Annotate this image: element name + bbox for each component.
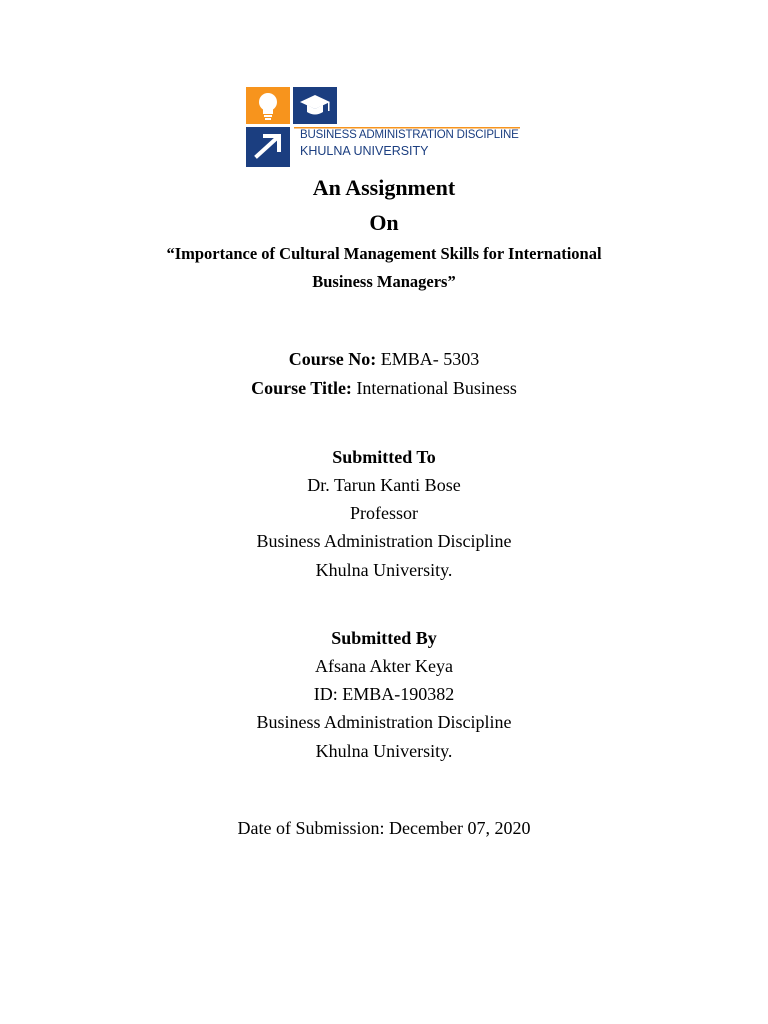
submitted-to-university: Khulna University. bbox=[315, 560, 453, 580]
course-title-value: International Business bbox=[351, 378, 517, 398]
course-no bbox=[0, 350, 768, 368]
submitted-by-department: Business Administration Discipline bbox=[256, 712, 512, 732]
university-logo bbox=[246, 87, 526, 167]
topic-line-1: “Importance of Cultural Management Skills for International bbox=[166, 244, 602, 263]
submitted-by-heading: Submitted By bbox=[331, 628, 437, 648]
course-no-label: Course No: bbox=[288, 349, 377, 369]
topic-line-2: Business Managers” bbox=[312, 272, 456, 291]
logo-university-text: KHULNA UNIVERSITY bbox=[300, 143, 429, 158]
course-title bbox=[0, 379, 768, 397]
submitted-to-designation: Professor bbox=[350, 503, 418, 523]
submitted-to-heading: Submitted To bbox=[332, 447, 436, 467]
title-line-2: On bbox=[369, 210, 399, 235]
submitted-by-id: ID: EMBA-190382 bbox=[313, 684, 455, 704]
submitted-by-university: Khulna University. bbox=[315, 741, 453, 761]
date-of-submission: Date of Submission: December 07, 2020 bbox=[237, 818, 531, 838]
course-title-label: Course Title: bbox=[251, 378, 352, 398]
course-no-value: EMBA- 5303 bbox=[376, 349, 480, 369]
submitted-by-name: Afsana Akter Keya bbox=[315, 656, 453, 676]
title-line-1: An Assignment bbox=[312, 175, 456, 200]
logo-wordmark bbox=[300, 130, 519, 157]
logo-discipline-text: BUSINESS ADMINISTRATION DISCIPLINE bbox=[300, 129, 519, 141]
submitted-to-department: Business Administration Discipline bbox=[256, 531, 512, 551]
submitted-to-name: Dr. Tarun Kanti Bose bbox=[307, 475, 461, 495]
